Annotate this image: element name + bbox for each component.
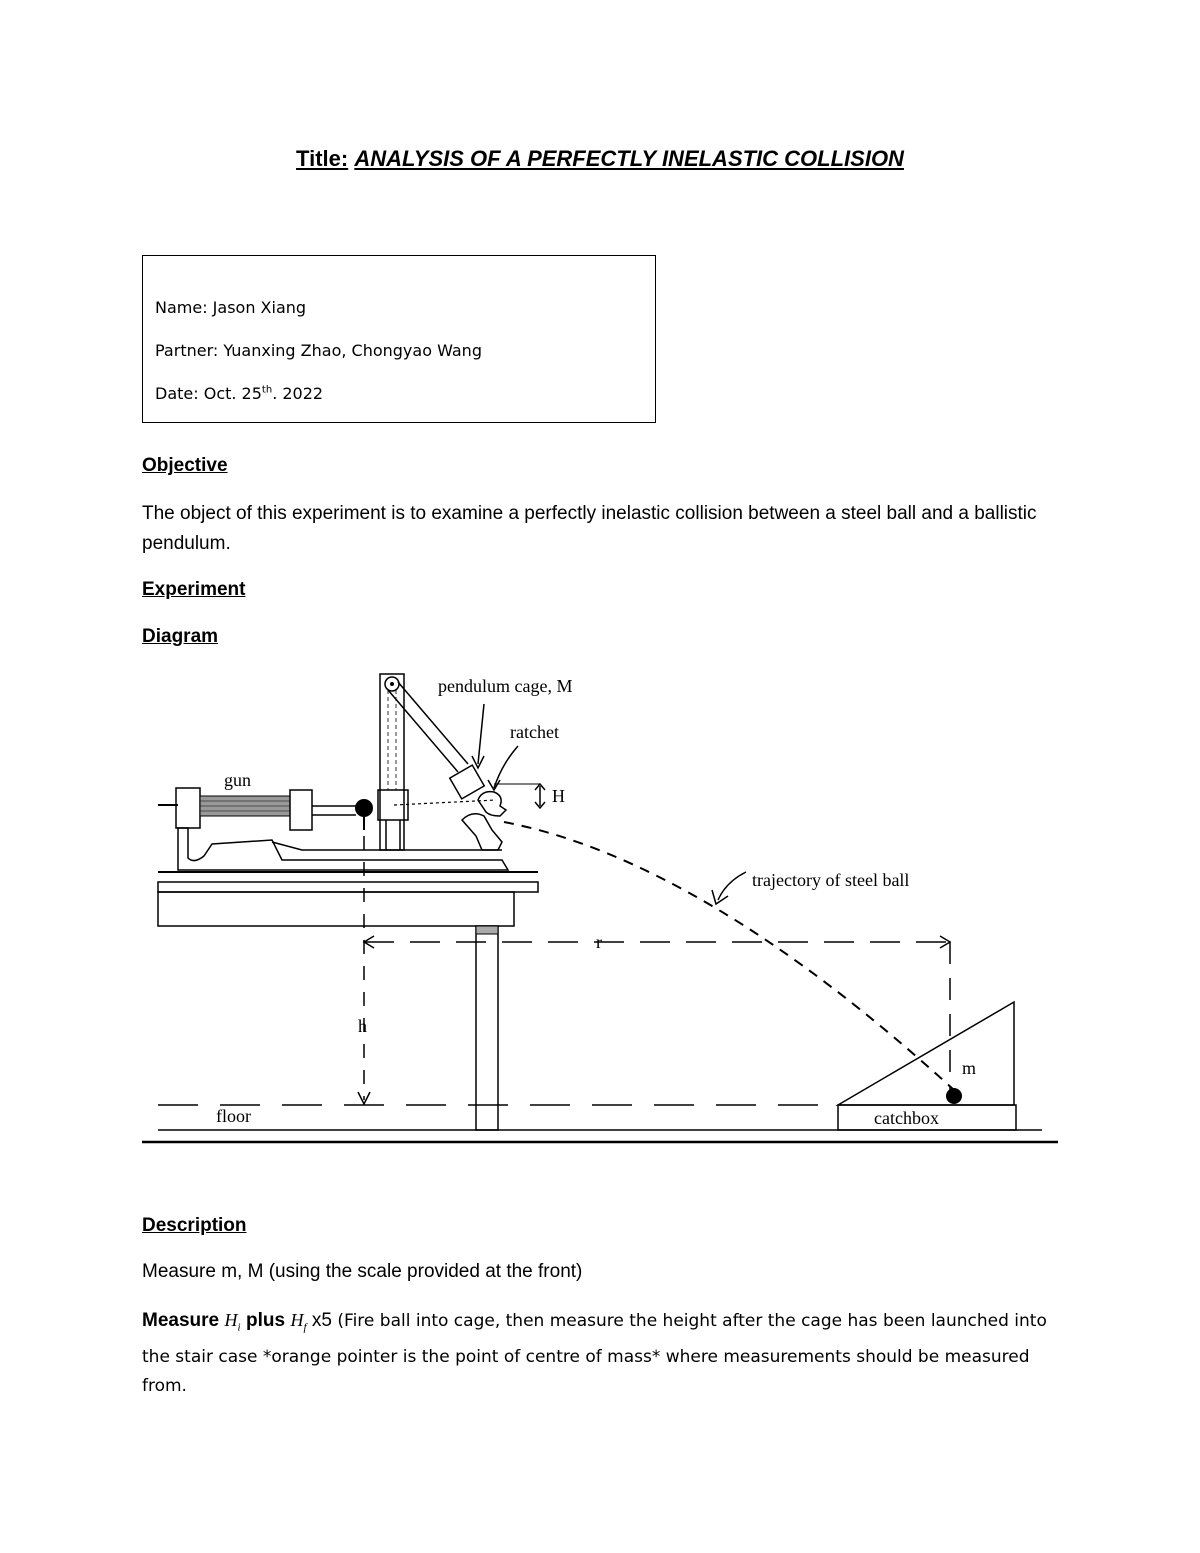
measure-body: (Fire ball into cage, then measure the height after the cage has been launched into the stair case *orange pointer is the point of centre of mass* where measurements should be measured from. (142, 1311, 1047, 1396)
label-catchbox: catchbox (874, 1108, 939, 1128)
ballistic-pendulum-diagram (142, 660, 1062, 1160)
document-title (0, 146, 1200, 172)
label-m: m (962, 1058, 977, 1078)
objective-heading: Objective (142, 455, 228, 476)
label-gun: gun (224, 770, 251, 790)
hi-symbol: $H_i$ (224, 1310, 241, 1334)
gun-assembly (158, 788, 508, 870)
label-h: h (358, 1016, 367, 1036)
bench-leg (476, 926, 498, 1130)
catchbox-ramp (838, 1002, 1014, 1105)
label-r: r (596, 932, 602, 952)
measure-masses: Measure m, M (using the scale provided at the front) (142, 1261, 583, 1282)
description-heading: Description (142, 1215, 247, 1236)
trajectory-path (504, 822, 954, 1090)
title-text: ANALYSIS OF A PERFECTLY INELASTIC COLLISION (354, 146, 904, 171)
info-box (142, 255, 656, 423)
plus-word: plus (245, 1310, 286, 1331)
times-five: x5 (311, 1310, 332, 1331)
bench-top-slab (158, 882, 538, 892)
measure-heights-paragraph (142, 1306, 1062, 1401)
steel-ball-start (355, 799, 373, 817)
partner-line: Partner: Yuanxing Zhao, Chongyao Wang (155, 341, 482, 360)
measure-lead: Measure (142, 1310, 220, 1331)
date-line (155, 384, 323, 403)
name-line: Name: Jason Xiang (155, 298, 307, 317)
pendulum-cage-swung (450, 765, 485, 799)
bench-lower-slab (158, 892, 514, 926)
label-pendulum-cage: pendulum cage, M (438, 676, 573, 696)
objective-text: The object of this experiment is to examine a perfectly inelastic collision between a steel ball and a ballistic pendulum. (142, 503, 1037, 554)
date-prefix: Date: Oct. 25 (155, 384, 262, 403)
label-trajectory: trajectory of steel ball (752, 870, 910, 890)
diagram-heading: Diagram (142, 626, 219, 647)
ratchet (478, 792, 506, 816)
date-suffix: . 2022 (272, 384, 324, 403)
experiment-heading: Experiment (142, 579, 246, 600)
label-ratchet: ratchet (510, 722, 559, 742)
leg-joint (476, 926, 498, 934)
label-floor: floor (216, 1106, 251, 1126)
hf-symbol: $H_f$ (290, 1310, 307, 1334)
date-superscript: th (261, 384, 273, 396)
label-H: H (552, 786, 565, 806)
steel-ball-landed (946, 1088, 962, 1104)
title-label: Title: (296, 146, 349, 171)
